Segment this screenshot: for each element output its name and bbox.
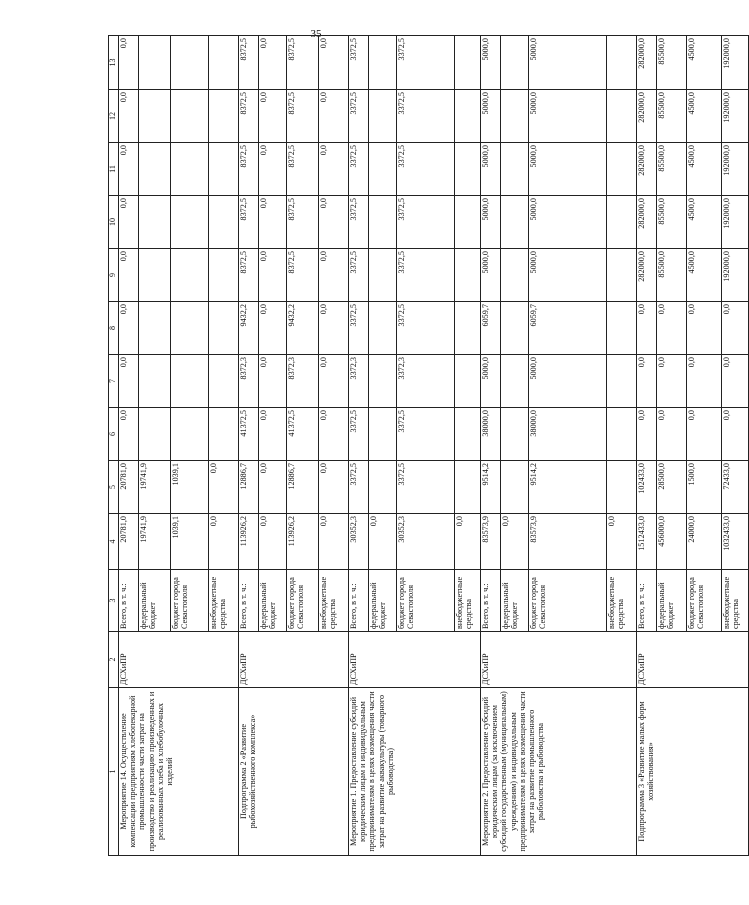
amount-cell: 83573,9 xyxy=(528,514,606,570)
amount-cell: 3372,5 xyxy=(396,461,454,514)
amount-cell: 19741,9 xyxy=(138,514,170,570)
amount-cell: 0,0 xyxy=(118,408,138,461)
amount-cell: 5000,0 xyxy=(528,90,606,143)
amount-cell: 28500,0 xyxy=(656,461,686,514)
amount-cell: 12886,7 xyxy=(286,461,318,514)
amount-cell xyxy=(500,36,528,90)
amount-cell xyxy=(606,196,636,249)
amount-cell: 8372,5 xyxy=(238,196,258,249)
amount-cell: 30352,3 xyxy=(348,514,368,570)
amount-cell: 4500,0 xyxy=(686,36,721,90)
table-row xyxy=(238,36,258,856)
executor-cell: ДСХиПР xyxy=(636,632,748,688)
amount-cell: 3372,5 xyxy=(396,90,454,143)
amount-cell: 1039,1 xyxy=(170,461,208,514)
amount-cell: 8372,5 xyxy=(238,36,258,90)
amount-cell: 6059,7 xyxy=(480,302,500,355)
amount-cell xyxy=(138,408,170,461)
amount-cell xyxy=(208,196,238,249)
amount-cell: 113926,2 xyxy=(286,514,318,570)
amount-cell: 0,0 xyxy=(258,302,286,355)
amount-cell xyxy=(454,461,480,514)
amount-cell: 5000,0 xyxy=(528,196,606,249)
funding-source-cell: федеральный бюджет xyxy=(368,570,396,632)
amount-cell: 8372,5 xyxy=(238,143,258,196)
amount-cell: 0,0 xyxy=(258,36,286,90)
executor-cell: ДСХиПР xyxy=(348,632,480,688)
amount-cell xyxy=(138,302,170,355)
amount-cell xyxy=(170,249,208,302)
amount-cell: 0,0 xyxy=(118,196,138,249)
amount-cell: 3372,5 xyxy=(396,408,454,461)
amount-cell: 12886,7 xyxy=(238,461,258,514)
amount-cell xyxy=(500,408,528,461)
amount-cell: 0,0 xyxy=(656,408,686,461)
amount-cell xyxy=(368,461,396,514)
amount-cell xyxy=(368,143,396,196)
amount-cell xyxy=(170,36,208,90)
page-number: 35 xyxy=(310,28,322,40)
funding-source-cell: Всего, в т. ч.: xyxy=(636,570,656,632)
amount-cell: 1512433,0 xyxy=(636,514,656,570)
amount-cell xyxy=(500,461,528,514)
program-name-cell: Подпрограмма 2 «Развитие рыбохозяйственного комплекса» xyxy=(238,688,348,856)
amount-cell: 0,0 xyxy=(686,302,721,355)
amount-cell xyxy=(500,196,528,249)
amount-cell xyxy=(500,355,528,408)
amount-cell xyxy=(170,302,208,355)
amount-cell: 5000,0 xyxy=(528,36,606,90)
amount-cell: 3372,5 xyxy=(396,302,454,355)
amount-cell xyxy=(208,143,238,196)
amount-cell xyxy=(454,196,480,249)
amount-cell: 5000,0 xyxy=(480,355,500,408)
amount-cell: 8372,3 xyxy=(238,355,258,408)
column-number-cell: 8 xyxy=(109,302,119,355)
amount-cell xyxy=(606,355,636,408)
funding-source-cell: Всего, в т. ч.: xyxy=(348,570,368,632)
amount-cell: 0,0 xyxy=(318,514,348,570)
amount-cell: 85500,0 xyxy=(656,143,686,196)
amount-cell xyxy=(454,249,480,302)
funding-source-cell: внебюджетные средства xyxy=(454,570,480,632)
amount-cell xyxy=(500,90,528,143)
amount-cell: 282000,0 xyxy=(636,36,656,90)
amount-cell: 0,0 xyxy=(118,36,138,90)
executor-cell: ДСХиПР xyxy=(480,632,636,688)
amount-cell xyxy=(454,408,480,461)
funding-source-cell: бюджет города Севастополя xyxy=(686,570,721,632)
amount-cell xyxy=(606,36,636,90)
amount-cell: 0,0 xyxy=(318,143,348,196)
amount-cell: 3372,5 xyxy=(348,249,368,302)
funding-source-cell: Всего, в т. ч.: xyxy=(118,570,138,632)
amount-cell: 4500,0 xyxy=(686,143,721,196)
program-name-cell: Мероприятие 1. Предоставление субсидий юридическим лицам и индивидуальным предпринимателям в целях возмещения части затрат на развитие аквакультуры (товарного рыбоводства) xyxy=(348,688,480,856)
funding-source-cell: внебюджетные средства xyxy=(208,570,238,632)
amount-cell: 3372,5 xyxy=(348,302,368,355)
amount-cell: 38000,0 xyxy=(528,408,606,461)
amount-cell: 85500,0 xyxy=(656,249,686,302)
amount-cell: 0,0 xyxy=(258,514,286,570)
amount-cell: 5000,0 xyxy=(528,355,606,408)
rotated-table-container xyxy=(108,36,741,856)
table-row xyxy=(118,36,138,856)
amount-cell: 0,0 xyxy=(318,302,348,355)
amount-cell: 20781,0 xyxy=(118,514,138,570)
amount-cell: 0,0 xyxy=(318,249,348,302)
column-number-cell: 12 xyxy=(109,90,119,143)
column-number-cell: 7 xyxy=(109,355,119,408)
amount-cell xyxy=(170,143,208,196)
amount-cell xyxy=(170,196,208,249)
amount-cell: 41372,5 xyxy=(286,408,318,461)
amount-cell: 0,0 xyxy=(721,408,748,461)
amount-cell: 0,0 xyxy=(686,408,721,461)
amount-cell: 3372,5 xyxy=(348,408,368,461)
amount-cell: 8372,5 xyxy=(286,90,318,143)
amount-cell: 9432,2 xyxy=(286,302,318,355)
amount-cell: 0,0 xyxy=(258,355,286,408)
amount-cell xyxy=(454,36,480,90)
amount-cell xyxy=(368,249,396,302)
amount-cell: 4500,0 xyxy=(686,196,721,249)
amount-cell: 8372,5 xyxy=(286,249,318,302)
amount-cell xyxy=(606,249,636,302)
amount-cell xyxy=(500,302,528,355)
amount-cell: 5000,0 xyxy=(480,143,500,196)
amount-cell: 0,0 xyxy=(118,249,138,302)
amount-cell: 6059,7 xyxy=(528,302,606,355)
amount-cell xyxy=(368,90,396,143)
amount-cell: 456000,0 xyxy=(656,514,686,570)
amount-cell: 8372,5 xyxy=(286,143,318,196)
amount-cell: 0,0 xyxy=(686,355,721,408)
amount-cell: 0,0 xyxy=(258,143,286,196)
amount-cell: 0,0 xyxy=(500,514,528,570)
funding-source-cell: внебюджетные средства xyxy=(318,570,348,632)
amount-cell: 0,0 xyxy=(318,461,348,514)
amount-cell: 30352,3 xyxy=(396,514,454,570)
amount-cell: 8372,5 xyxy=(238,249,258,302)
amount-cell: 0,0 xyxy=(721,355,748,408)
funding-source-cell: Всего, в т. ч.: xyxy=(238,570,258,632)
amount-cell: 0,0 xyxy=(258,90,286,143)
amount-cell: 8372,5 xyxy=(238,90,258,143)
amount-cell: 102433,0 xyxy=(636,461,656,514)
amount-cell: 0,0 xyxy=(118,355,138,408)
amount-cell: 3372,5 xyxy=(396,196,454,249)
column-number-cell: 6 xyxy=(109,408,119,461)
amount-cell: 4500,0 xyxy=(686,249,721,302)
amount-cell: 3372,5 xyxy=(348,90,368,143)
amount-cell: 0,0 xyxy=(656,302,686,355)
funding-source-cell: бюджет города Севастополя xyxy=(170,570,208,632)
amount-cell xyxy=(368,302,396,355)
funding-source-cell: федеральный бюджет xyxy=(500,570,528,632)
amount-cell xyxy=(454,355,480,408)
amount-cell: 8372,5 xyxy=(286,36,318,90)
amount-cell xyxy=(454,90,480,143)
amount-cell: 192000,0 xyxy=(721,143,748,196)
amount-cell: 0,0 xyxy=(318,90,348,143)
amount-cell: 282000,0 xyxy=(636,90,656,143)
amount-cell xyxy=(606,408,636,461)
amount-cell xyxy=(138,249,170,302)
amount-cell xyxy=(170,355,208,408)
program-name-cell: Мероприятие 14. Осуществление компенсации предприятиям хлебопекарной промышленности части затрат на производство и реализацию произведенных и реализованных хлеба и хлебобулочных изделий xyxy=(118,688,238,856)
budget-table xyxy=(108,35,749,856)
amount-cell: 5000,0 xyxy=(480,196,500,249)
amount-cell: 0,0 xyxy=(636,408,656,461)
amount-cell: 3372,5 xyxy=(396,143,454,196)
amount-cell: 192000,0 xyxy=(721,249,748,302)
amount-cell: 192000,0 xyxy=(721,36,748,90)
amount-cell: 0,0 xyxy=(118,143,138,196)
amount-cell: 192000,0 xyxy=(721,196,748,249)
funding-source-cell: бюджет города Севастополя xyxy=(528,570,606,632)
amount-cell xyxy=(454,302,480,355)
column-number-cell: 5 xyxy=(109,461,119,514)
amount-cell: 0,0 xyxy=(318,196,348,249)
amount-cell: 0,0 xyxy=(606,514,636,570)
amount-cell xyxy=(368,355,396,408)
column-number-cell: 3 xyxy=(109,570,119,632)
column-number-cell: 11 xyxy=(109,143,119,196)
amount-cell: 38000,0 xyxy=(480,408,500,461)
amount-cell: 85500,0 xyxy=(656,90,686,143)
amount-cell xyxy=(138,196,170,249)
amount-cell: 0,0 xyxy=(318,355,348,408)
amount-cell: 0,0 xyxy=(454,514,480,570)
amount-cell: 9432,2 xyxy=(238,302,258,355)
amount-cell: 3372,5 xyxy=(348,143,368,196)
amount-cell: 282000,0 xyxy=(636,143,656,196)
amount-cell xyxy=(208,408,238,461)
amount-cell xyxy=(606,90,636,143)
amount-cell: 192000,0 xyxy=(721,90,748,143)
amount-cell xyxy=(208,36,238,90)
program-name-cell: Мероприятие 2. Предоставление субсидий юридическим лицам (за исключением субсидий государственным (муниципальным) учреждениям) и индивидуальным предпринимателям в целях возмещения части затрат на развитие промышленного рыболовства и рыбоводства xyxy=(480,688,636,856)
column-number-cell: 10 xyxy=(109,196,119,249)
column-number-cell: 2 xyxy=(109,632,119,688)
funding-source-cell: внебюджетные средства xyxy=(721,570,748,632)
amount-cell xyxy=(208,90,238,143)
amount-cell xyxy=(606,302,636,355)
amount-cell: 0,0 xyxy=(118,90,138,143)
amount-cell: 5000,0 xyxy=(480,90,500,143)
amount-cell: 0,0 xyxy=(118,302,138,355)
amount-cell: 0,0 xyxy=(258,196,286,249)
amount-cell: 0,0 xyxy=(318,36,348,90)
amount-cell xyxy=(500,143,528,196)
amount-cell: 0,0 xyxy=(208,461,238,514)
amount-cell: 5000,0 xyxy=(528,143,606,196)
amount-cell: 0,0 xyxy=(721,302,748,355)
amount-cell: 0,0 xyxy=(258,461,286,514)
funding-source-cell: бюджет города Севастополя xyxy=(286,570,318,632)
amount-cell: 3372,5 xyxy=(348,36,368,90)
amount-cell xyxy=(208,355,238,408)
amount-cell: 5000,0 xyxy=(480,249,500,302)
amount-cell xyxy=(368,408,396,461)
amount-cell: 3372,3 xyxy=(396,355,454,408)
executor-cell: ДСХиПР xyxy=(238,632,348,688)
amount-cell: 24000,0 xyxy=(686,514,721,570)
amount-cell: 3372,5 xyxy=(348,196,368,249)
amount-cell: 282000,0 xyxy=(636,196,656,249)
amount-cell: 0,0 xyxy=(368,514,396,570)
amount-cell xyxy=(368,36,396,90)
amount-cell xyxy=(170,408,208,461)
amount-cell: 1500,0 xyxy=(686,461,721,514)
amount-cell xyxy=(170,90,208,143)
amount-cell: 9514,2 xyxy=(480,461,500,514)
amount-cell: 5000,0 xyxy=(480,36,500,90)
amount-cell: 0,0 xyxy=(636,302,656,355)
amount-cell: 41372,5 xyxy=(238,408,258,461)
funding-source-cell: федеральный бюджет xyxy=(138,570,170,632)
amount-cell: 0,0 xyxy=(636,355,656,408)
executor-cell: ДСХиПР xyxy=(118,632,238,688)
amount-cell xyxy=(208,302,238,355)
amount-cell: 0,0 xyxy=(258,249,286,302)
amount-cell xyxy=(138,355,170,408)
amount-cell xyxy=(138,143,170,196)
amount-cell: 5000,0 xyxy=(528,249,606,302)
amount-cell xyxy=(454,143,480,196)
amount-cell: 0,0 xyxy=(208,514,238,570)
amount-cell: 0,0 xyxy=(318,408,348,461)
amount-cell: 1032433,0 xyxy=(721,514,748,570)
table-row xyxy=(348,36,368,856)
amount-cell: 113926,2 xyxy=(238,514,258,570)
column-number-cell: 4 xyxy=(109,514,119,570)
amount-cell: 72433,0 xyxy=(721,461,748,514)
table-row xyxy=(480,36,500,856)
column-number-row xyxy=(109,36,119,856)
amount-cell: 83573,9 xyxy=(480,514,500,570)
amount-cell: 8372,5 xyxy=(286,196,318,249)
table-row xyxy=(636,36,656,856)
amount-cell: 20781,0 xyxy=(118,461,138,514)
amount-cell: 4500,0 xyxy=(686,90,721,143)
amount-cell: 3372,5 xyxy=(348,461,368,514)
funding-source-cell: федеральный бюджет xyxy=(258,570,286,632)
amount-cell: 8372,3 xyxy=(286,355,318,408)
amount-cell: 1039,1 xyxy=(170,514,208,570)
amount-cell xyxy=(138,90,170,143)
amount-cell: 282000,0 xyxy=(636,249,656,302)
funding-source-cell: Всего, в т. ч.: xyxy=(480,570,500,632)
column-number-cell: 1 xyxy=(109,688,119,856)
funding-source-cell: внебюджетные средства xyxy=(606,570,636,632)
amount-cell xyxy=(606,143,636,196)
amount-cell: 85500,0 xyxy=(656,36,686,90)
amount-cell: 3372,5 xyxy=(396,36,454,90)
amount-cell: 3372,3 xyxy=(348,355,368,408)
amount-cell xyxy=(208,249,238,302)
funding-source-cell: бюджет города Севастополя xyxy=(396,570,454,632)
amount-cell: 9514,2 xyxy=(528,461,606,514)
amount-cell: 3372,5 xyxy=(396,249,454,302)
amount-cell: 0,0 xyxy=(258,408,286,461)
amount-cell xyxy=(500,249,528,302)
amount-cell xyxy=(138,36,170,90)
funding-source-cell: федеральный бюджет xyxy=(656,570,686,632)
amount-cell: 85500,0 xyxy=(656,196,686,249)
amount-cell: 19741,9 xyxy=(138,461,170,514)
column-number-cell: 9 xyxy=(109,249,119,302)
amount-cell xyxy=(606,461,636,514)
program-name-cell: Подпрограмма 3 «Развитие малых форм хозяйствования» xyxy=(636,688,748,856)
column-number-cell: 13 xyxy=(109,36,119,90)
amount-cell: 0,0 xyxy=(656,355,686,408)
amount-cell xyxy=(368,196,396,249)
